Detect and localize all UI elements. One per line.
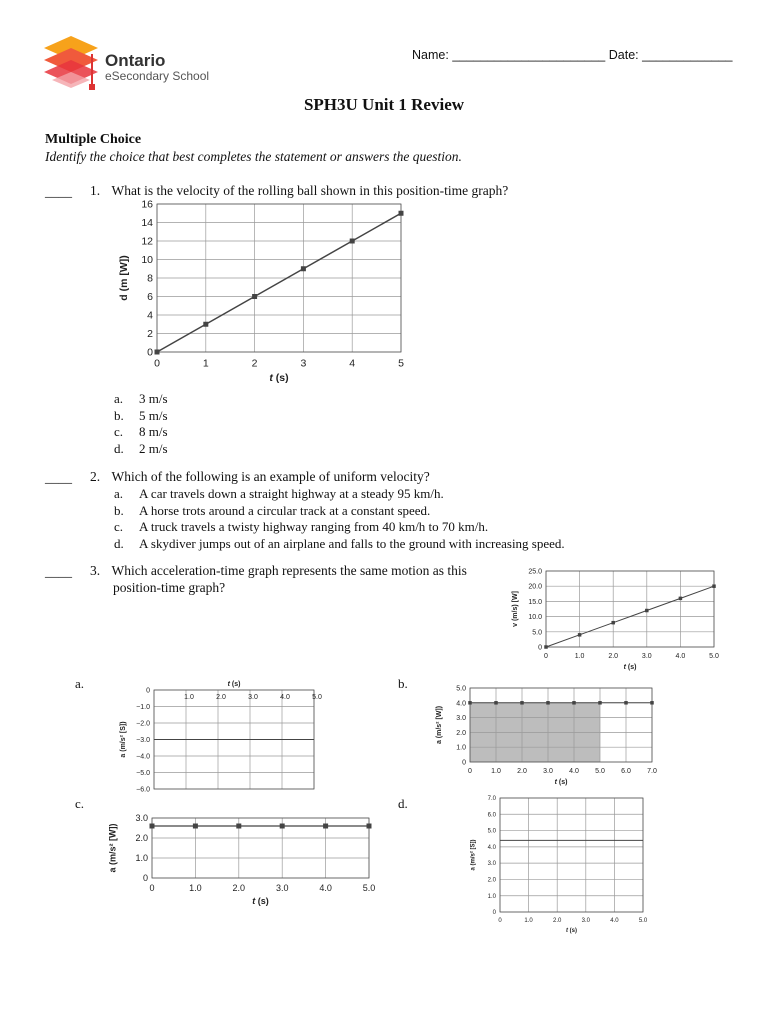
choice-1b[interactable]: b. 5 m/s: [114, 407, 168, 423]
data-point: [572, 701, 576, 705]
y-tick-label: 14: [141, 217, 153, 230]
y-tick-label: 1.0: [487, 893, 496, 900]
y-tick-label: 0: [492, 910, 496, 917]
y-tick-label: 3.0: [456, 715, 466, 723]
chart-option-a: [110, 674, 325, 800]
x-tick-label: 4: [349, 357, 356, 370]
y-tick-label: 3.0: [135, 813, 148, 824]
y-tick-label: 0: [462, 759, 466, 767]
plot-frame: [152, 818, 369, 878]
data-point: [546, 701, 550, 705]
x-tick-label: 2: [251, 357, 258, 370]
x-axis-title: t (s): [554, 779, 568, 786]
y-tick-label: 2: [147, 328, 153, 341]
graph-label-a[interactable]: a.: [75, 676, 85, 691]
y-tick-label: 2.0: [487, 877, 496, 884]
x-tick-label: 3.0: [641, 653, 652, 660]
name-label: Name:: [412, 48, 449, 62]
y-tick-label: 10.0: [528, 614, 542, 622]
answer-blank-3[interactable]: ____: [45, 564, 72, 579]
data-point: [468, 701, 472, 705]
y-tick-label: 0: [146, 687, 150, 695]
section-instructions: Identify the choice that best completes the statement or answers the question.: [45, 149, 462, 164]
x-tick-label: 5.0: [709, 653, 719, 660]
data-point: [399, 211, 404, 216]
y-tick-label: 5.0: [532, 629, 542, 637]
data-point: [323, 824, 328, 829]
chart-q3-velocity-time: [500, 564, 750, 679]
graph-label-d[interactable]: d.: [398, 796, 408, 811]
page-title: SPH3U Unit 1 Review: [303, 95, 465, 114]
x-tick-label: 4.0: [610, 918, 619, 924]
y-axis-title: a (m/s² [W]): [435, 705, 443, 745]
choice-2d[interactable]: d. A skydiver jumps out of an airplane and falls to the ground with increasing speed.: [114, 535, 565, 551]
y-tick-label: 1.0: [135, 853, 148, 864]
x-tick-label: 6.0: [621, 768, 631, 775]
x-axis-title: t (s): [269, 372, 289, 384]
y-tick-label: 2.0: [135, 833, 148, 844]
y-tick-label: 6: [147, 291, 153, 304]
data-point: [679, 597, 683, 601]
choice-1c[interactable]: c. 8 m/s: [114, 424, 168, 439]
x-tick-label: 0: [498, 918, 502, 924]
graph-label-b[interactable]: b.: [398, 676, 408, 691]
logo-icon: [40, 34, 102, 94]
x-tick-label: 3: [300, 357, 307, 370]
question-text: What is the velocity of the rolling ball shown in this position-time graph?: [111, 183, 509, 198]
y-tick-label: 20.0: [528, 583, 542, 591]
x-tick-label: 3.0: [543, 768, 553, 775]
y-axis-title: d (m [W]): [118, 255, 130, 301]
y-tick-label: 0: [538, 644, 542, 652]
x-tick-label: 1.0: [184, 694, 194, 701]
y-axis-title: a (m/s² [W]): [107, 823, 118, 873]
x-tick-label: 3.0: [248, 694, 258, 701]
choice-1a[interactable]: a. 3 m/s: [114, 391, 168, 406]
x-tick-label: 2.0: [216, 694, 226, 701]
data-point: [236, 824, 241, 829]
x-tick-label: 4.0: [569, 768, 579, 775]
section-heading: Multiple Choice: [45, 132, 142, 147]
question-number: 3.: [90, 563, 101, 578]
choice-2a[interactable]: a. A car travels down a straight highway at a steady 95 km/h.: [114, 486, 444, 501]
y-tick-label: −5.0: [136, 769, 150, 777]
x-axis-title: t (s): [252, 896, 269, 906]
data-point: [598, 701, 602, 705]
y-tick-label: 10: [141, 254, 153, 267]
choices-q1: [114, 391, 168, 457]
y-tick-label: −2.0: [136, 720, 150, 728]
data-point: [150, 824, 155, 829]
y-tick-label: 15.0: [528, 598, 542, 606]
answer-blank-1[interactable]: ____: [45, 184, 72, 199]
plot-frame: [500, 798, 643, 912]
y-axis-title: a (m/s² [S]): [470, 839, 477, 871]
y-tick-label: 1.0: [456, 744, 466, 752]
x-axis-title: t (s): [566, 928, 577, 934]
y-tick-label: −6.0: [136, 786, 150, 794]
y-tick-label: 5.0: [487, 828, 496, 835]
data-point: [252, 294, 257, 299]
data-point: [280, 824, 285, 829]
x-tick-label: 1: [202, 357, 209, 370]
y-tick-label: 12: [141, 235, 153, 248]
y-tick-label: 3.0: [487, 861, 496, 868]
chart-option-c: [105, 808, 380, 920]
name-line[interactable]: ______________________: [452, 48, 606, 62]
chart-q1-position-time: [112, 196, 412, 396]
y-axis-title: v (m/s) [W]: [511, 591, 519, 627]
x-tick-label: 1.0: [189, 883, 202, 893]
x-tick-label: 0: [154, 357, 160, 370]
question-number: 1.: [90, 183, 101, 198]
data-point: [301, 266, 306, 271]
y-axis-title: a (m/s² [S]): [119, 721, 127, 758]
x-tick-label: 0: [468, 768, 472, 775]
graph-label-c[interactable]: c.: [75, 796, 85, 811]
x-tick-label: 3.0: [275, 883, 289, 893]
y-tick-label: 16: [141, 198, 153, 211]
plot-frame: [546, 571, 714, 647]
x-tick-label: 0: [544, 653, 548, 660]
data-point: [578, 633, 582, 637]
data-point: [193, 824, 198, 829]
choice-2b[interactable]: b. A horse trots around a circular track at a constant speed.: [114, 502, 431, 518]
x-tick-label: 5.0: [638, 918, 648, 924]
y-tick-label: −1.0: [136, 703, 150, 711]
data-point: [367, 824, 372, 829]
data-point: [624, 701, 628, 705]
chart-option-d: [455, 790, 655, 934]
x-tick-label: 5.0: [312, 694, 322, 701]
data-point: [203, 322, 208, 327]
data-point: [350, 239, 355, 244]
data-point: [645, 609, 649, 613]
x-tick-label: 1.0: [491, 768, 501, 775]
x-tick-label: 2.0: [517, 768, 527, 775]
answer-blank-2[interactable]: ____: [45, 470, 72, 485]
data-point: [650, 701, 654, 705]
data-point: [155, 350, 160, 355]
logo-name: Ontario: [105, 51, 166, 70]
x-axis-title: t (s): [623, 664, 637, 671]
x-tick-label: 4.0: [675, 653, 686, 660]
question-2: [90, 469, 430, 485]
y-tick-label: 4.0: [456, 700, 466, 708]
y-tick-label: −3.0: [136, 736, 150, 744]
x-tick-label: 2.0: [608, 653, 619, 660]
y-tick-label: −4.0: [136, 753, 150, 761]
date-label: Date:: [608, 48, 639, 62]
y-tick-label: 8: [147, 272, 153, 285]
x-tick-label: 5: [398, 357, 404, 370]
x-tick-label: 1.0: [574, 653, 585, 660]
question-3: [90, 563, 467, 579]
x-tick-label: 3.0: [581, 918, 590, 924]
question-text-line2: position-time graph?: [113, 580, 226, 595]
y-tick-label: 6.0: [487, 812, 496, 819]
choice-2c[interactable]: c. A truck travels a twisty highway ranging from 40 km/h to 70 km/h.: [114, 519, 489, 534]
name-date-fields: [412, 48, 733, 62]
x-tick-label: 5.0: [362, 883, 376, 893]
data-point: [611, 621, 615, 625]
y-tick-label: 5.0: [456, 685, 466, 693]
choice-1d[interactable]: d. 2 m/s: [114, 440, 168, 456]
question-number: 2.: [90, 469, 101, 484]
x-tick-label: 5.0: [595, 768, 605, 775]
x-tick-label: 2.0: [232, 883, 246, 893]
data-point: [712, 584, 716, 588]
y-tick-label: 2.0: [456, 729, 466, 737]
y-tick-label: 4: [147, 309, 153, 322]
x-tick-label: 1.0: [524, 918, 533, 924]
data-point: [520, 701, 524, 705]
x-tick-label: 0: [149, 883, 155, 893]
data-point: [494, 701, 498, 705]
x-tick-label: 4.0: [319, 883, 332, 893]
y-tick-label: 0: [147, 346, 153, 359]
y-tick-label: 25.0: [528, 568, 542, 576]
y-tick-label: 0: [142, 873, 148, 884]
question-text: Which of the following is an example of uniform velocity?: [111, 469, 430, 484]
x-tick-label: 4.0: [280, 694, 290, 701]
y-tick-label: 7.0: [487, 796, 496, 803]
logo-subtitle: eSecondary School: [105, 69, 210, 83]
x-tick-label: 7.0: [647, 768, 657, 775]
question-text-line1: Which acceleration-time graph represents the same motion as this: [111, 563, 467, 578]
school-logo: [40, 34, 102, 94]
x-axis-title: t (s): [227, 681, 241, 688]
y-tick-label: 4.0: [487, 844, 496, 851]
chart-option-b: [430, 678, 660, 796]
data-point: [544, 645, 548, 649]
x-tick-label: 2.0: [553, 918, 562, 924]
date-line[interactable]: _____________: [642, 48, 733, 62]
choices-q2: [114, 486, 565, 552]
series-line: [157, 213, 401, 352]
